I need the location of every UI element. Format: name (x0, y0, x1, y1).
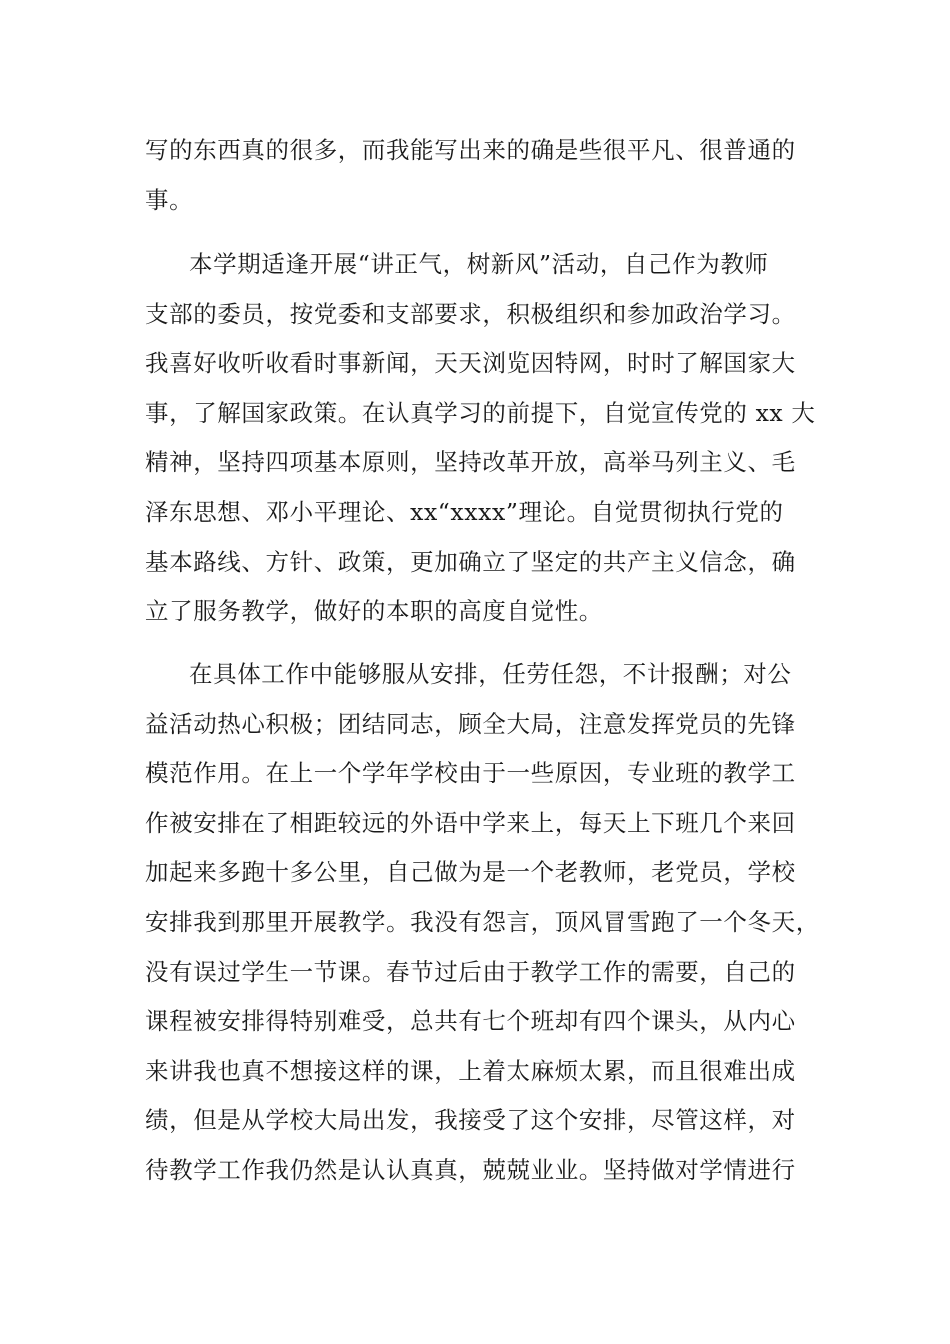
paragraph-line: 泽东思想、邓小平理论、xx“xxxx”理论。自觉贯彻执行党的 (145, 497, 784, 526)
paragraph-line: 加起来多跑十多公里，自己做为是一个老教师，老党员，学校 (145, 858, 796, 887)
paragraph-line: 模范作用。在上一个学年学校由于一些原因，专业班的教学工 (145, 759, 796, 788)
paragraph-line: 课程被安排得特别难受，总共有七个班却有四个课头，从内心 (145, 1007, 796, 1036)
paragraph-line: 来讲我也真不想接这样的课，上着太麻烦太累，而且很难出成 (145, 1056, 796, 1085)
paragraph-line: 精神，坚持四项基本原则，坚持改革开放，高举马列主义、毛 (145, 448, 796, 477)
paragraph-line: 在具体工作中能够服从安排，任劳任怨，不计报酬；对公 (189, 660, 792, 688)
paragraph-2 (145, 240, 825, 637)
paragraph-line: 本学期适逢开展“讲正气，树新风”活动，自己作为教师 (189, 250, 769, 278)
paragraph-line: 益活动热心积极；团结同志，顾全大局，注意发挥党员的先锋 (145, 709, 796, 738)
paragraph-3 (145, 650, 825, 1196)
paragraph-line: 没有误过学生一节课。春节过后由于教学工作的需要，自己的 (145, 957, 796, 986)
paragraph-line: 待教学工作我仍然是认认真真，兢兢业业。坚持做对学情进行 (145, 1155, 796, 1184)
paragraph-line: 立了服务教学，做好的本职的高度自觉性。 (145, 597, 603, 626)
paragraph-line: 支部的委员，按党委和支部要求，积极组织和参加政治学习。 (145, 299, 796, 328)
paragraph-line: 事，了解国家政策。在认真学习的前提下，自觉宣传党的 xx 大 (145, 398, 816, 427)
paragraph-line: 事。 (145, 185, 194, 214)
paragraph-1 (145, 126, 825, 225)
paragraph-line: 作被安排在了相距较远的外语中学来上，每天上下班几个来回 (145, 808, 796, 837)
paragraph-line: 基本路线、方针、政策，更加确立了坚定的共产主义信念，确 (145, 547, 796, 576)
paragraph-line: 我喜好收听收看时事新闻，天天浏览因特网，时时了解国家大 (145, 349, 796, 378)
paragraph-line: 安排我到那里开展教学。我没有怨言，顶风冒雪跑了一个冬天， (145, 907, 820, 936)
paragraph-line: 绩，但是从学校大局出发，我接受了这个安排，尽管这样，对 (145, 1106, 796, 1135)
paragraph-line: 写的东西真的很多，而我能写出来的确是些很平凡、很普通的 (145, 136, 796, 164)
